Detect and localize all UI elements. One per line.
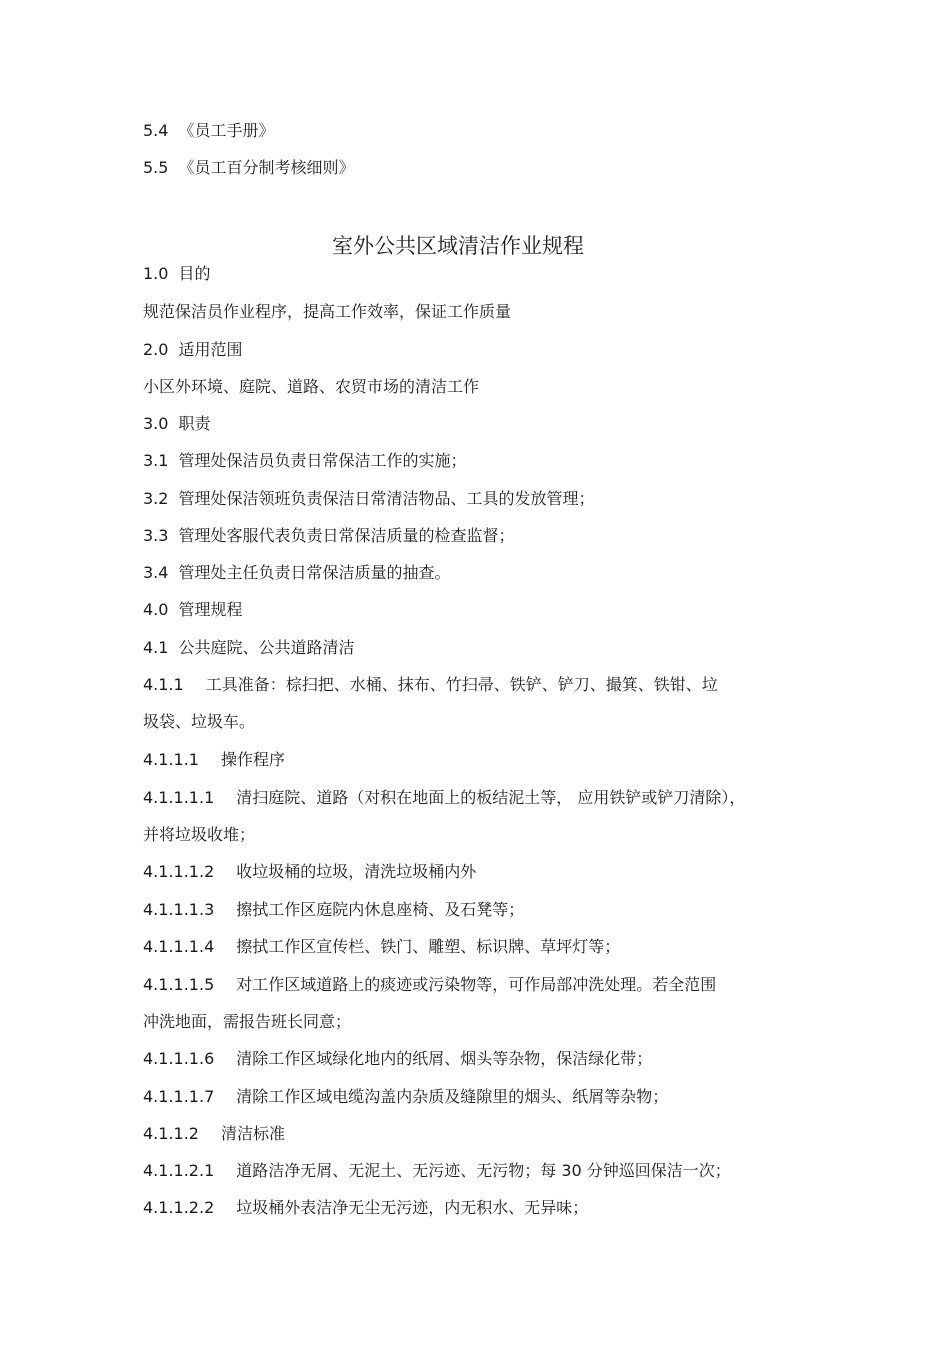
list-item [143,788,745,808]
list-item [143,750,285,770]
paragraph [143,377,479,397]
paragraph [143,302,511,322]
item-text: 管理处保洁员负责日常保洁工作的实施； [178,451,467,470]
item-text: 擦拭工作区庭院内休息座椅、及石凳等； [236,900,525,919]
reference-item [143,121,274,141]
section-number: 4.1 [143,638,169,657]
section-heading [143,600,242,620]
list-item [143,1124,285,1144]
section-heading [143,340,242,360]
list-item [143,1049,652,1069]
paragraph-text: 小区外环境、庭院、道路、农贸市场的清洁工作 [143,377,480,396]
item-text: 清除工作区域电缆沟盖内杂质及缝隙里的烟头、纸屑等杂物； [236,1087,669,1106]
item-text: 管理处保洁领班负责保洁日常清洁物品、工具的发放管理； [178,489,595,508]
section-text: 职责 [178,414,211,433]
list-item [143,675,718,695]
section-number: 3.2 [143,489,169,508]
section-number: 4.1.1.1 [143,750,199,769]
section-number: 3.4 [143,563,169,582]
item-text: 对工作区域道路上的痰迹或污染物等，可作局部冲洗处理。若全范围 [236,975,717,994]
document-title: 室外公共区域清洁作业规程 [332,234,584,258]
list-item [143,489,594,509]
paragraph-continuation [143,825,255,845]
item-text: 收垃圾桶的垃圾，清洗垃圾桶内外 [236,862,477,881]
section-number: 3.3 [143,526,169,545]
list-item [143,638,354,658]
item-text: 操作程序 [220,750,285,769]
list-item [143,1087,668,1107]
paragraph-continuation [143,712,255,732]
item-text: 清除工作区域绿化地内的纸屑、烟头等杂物，保洁绿化带； [236,1049,653,1068]
section-heading [143,264,210,284]
reference-text: 《员工百分制考核细则》 [178,158,355,177]
list-item [143,563,450,583]
section-number: 4.1.1 [143,675,184,694]
section-number: 4.1.1.1.4 [143,937,215,956]
reference-text: 《员工手册》 [178,121,275,140]
section-number: 4.1.1.2 [143,1124,199,1143]
section-number: 2.0 [143,340,169,359]
section-number: 1.0 [143,264,169,283]
item-text: 圾袋、垃圾车。 [143,712,256,731]
reference-item [143,158,354,178]
list-item [143,900,524,920]
list-item [143,526,514,546]
item-text: 并将垃圾收堆； [143,825,256,844]
item-text: 公共庭院、公共道路清洁 [178,638,355,657]
section-text: 管理规程 [178,600,243,619]
section-number: 3.1 [143,451,169,470]
item-text: 冲洗地面，需报告班长同意； [143,1012,352,1031]
item-text: 管理处客服代表负责日常保洁质量的检查监督； [178,526,515,545]
item-text: 垃圾桶外表洁净无尘无污迹，内无积水、无异味； [236,1198,589,1217]
section-number: 4.1.1.1.2 [143,862,215,881]
item-text: 管理处主任负责日常保洁质量的抽查。 [178,563,451,582]
list-item [143,1198,588,1218]
section-number: 4.1.1.2.2 [143,1198,215,1217]
list-item [143,937,620,957]
section-number: 5.5 [143,158,169,177]
section-number: 4.1.1.1.7 [143,1087,215,1106]
section-heading [143,414,210,434]
section-number: 4.1.1.1.3 [143,900,215,919]
section-number: 4.0 [143,600,169,619]
section-text: 适用范围 [178,340,243,359]
item-text: 清扫庭院、道路（对积在地面上的板结泥土等， 应用铁铲或铲刀清除）， [236,788,746,807]
item-text: 道路洁净无屑、无泥土、无污迹、无污物；每 30 分钟巡回保洁一次； [236,1161,731,1180]
list-item [143,451,466,471]
item-text: 擦拭工作区宣传栏、铁门、雕塑、标识牌、草坪灯等； [236,937,621,956]
section-number: 4.1.1.1.5 [143,975,215,994]
paragraph-text: 规范保洁员作业程序，提高工作效率，保证工作质量 [143,302,512,321]
section-number: 4.1.1.2.1 [143,1161,215,1180]
item-text: 清洁标准 [220,1124,285,1143]
section-text: 目的 [178,264,211,283]
section-number: 4.1.1.1.1 [143,788,215,807]
section-number: 5.4 [143,121,169,140]
section-number: 3.0 [143,414,169,433]
paragraph-continuation [143,1012,351,1032]
list-item [143,975,716,995]
section-number: 4.1.1.1.6 [143,1049,215,1068]
item-text: 工具准备：棕扫把、水桶、抹布、竹扫帚、铁铲、铲刀、撮箕、铁钳、垃 [205,675,718,694]
list-item [143,1161,731,1181]
list-item [143,862,476,882]
